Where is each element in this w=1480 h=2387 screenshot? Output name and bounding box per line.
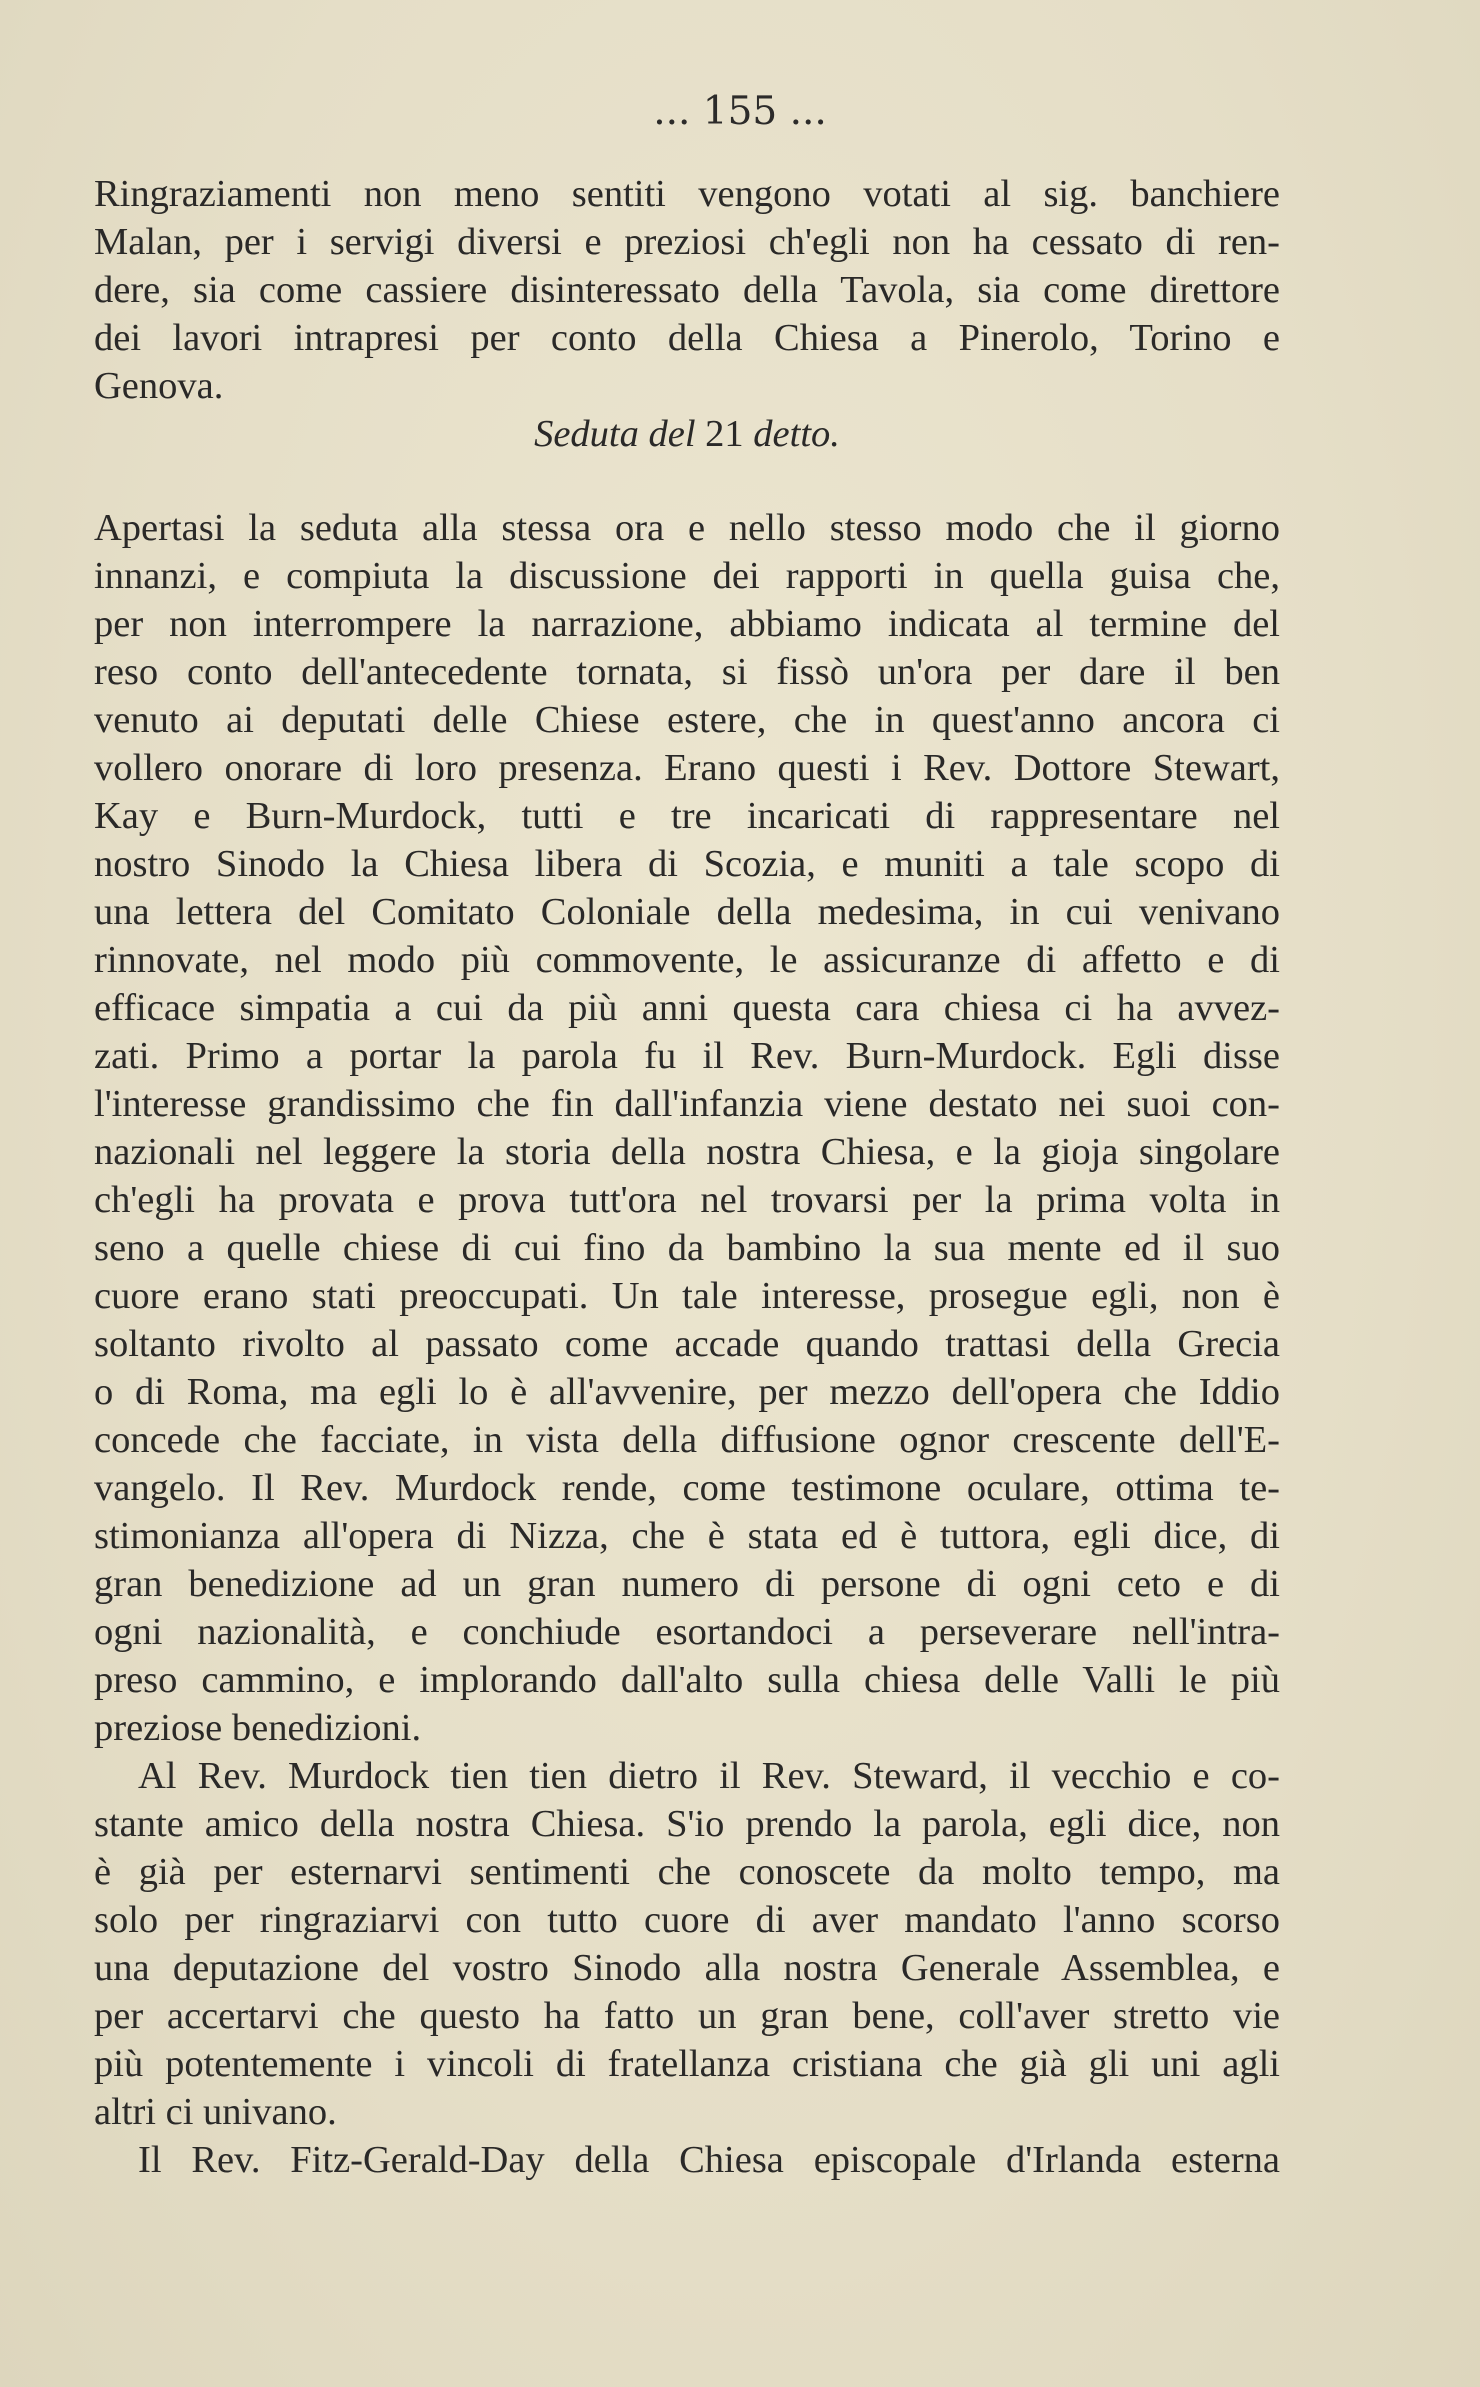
text-line: efficace simpatia a cui da più anni questa cara chiesa ci ha avvez- xyxy=(94,987,1280,1029)
text-line: Al Rev. Murdock tien tien dietro il Rev. Steward, il vecchio e co- xyxy=(138,1755,1280,1797)
paragraph-3 xyxy=(94,1752,1280,2136)
text-line: vangelo. Il Rev. Murdock rende, come testimone oculare, ottima te- xyxy=(94,1467,1280,1509)
text-line: gran benedizione ad un gran numero di persone di ogni ceto e di xyxy=(94,1563,1280,1605)
text-line: Il Rev. Fitz-Gerald-Day della Chiesa episcopale d'Irlanda esterna xyxy=(138,2139,1280,2181)
heading-number: 21 xyxy=(705,413,744,455)
text-line: reso conto dell'antecedente tornata, si fissò un'ora per dare il ben xyxy=(94,651,1280,693)
heading-part-2: detto. xyxy=(753,413,840,455)
text-line: è già per esternarvi sentimenti che conoscete da molto tempo, ma xyxy=(94,1851,1280,1893)
text-line: Malan, per i servigi diversi e preziosi ch'egli non ha cessato di ren- xyxy=(94,221,1280,263)
text-line: per non interrompere la narrazione, abbiamo indicata al termine del xyxy=(94,603,1280,645)
text-line: solo per ringraziarvi con tutto cuore di aver mandato l'anno scorso xyxy=(94,1899,1280,1941)
text-line: ch'egli ha provata e prova tutt'ora nel trovarsi per la prima volta in xyxy=(94,1179,1280,1221)
text-line: ogni nazionalità, e conchiude esortandoci a perseverare nell'intra- xyxy=(94,1611,1280,1653)
text-line: venuto ai deputati delle Chiese estere, che in quest'anno ancora ci xyxy=(94,699,1280,741)
document-body xyxy=(94,170,1280,2184)
text-line: Genova. xyxy=(94,365,224,407)
text-line: l'interesse grandissimo che fin dall'infanzia viene destato nei suoi con- xyxy=(94,1083,1280,1125)
text-line: stante amico della nostra Chiesa. S'io prendo la parola, egli dice, non xyxy=(94,1803,1280,1845)
text-line: una deputazione del vostro Sinodo alla nostra Generale Assemblea, e xyxy=(94,1947,1280,1989)
text-line: una lettera del Comitato Coloniale della medesima, in cui venivano xyxy=(94,891,1280,933)
text-line: preziose benedizioni. xyxy=(94,1707,422,1749)
text-line: stimonianza all'opera di Nizza, che è stata ed è tuttora, egli dice, di xyxy=(94,1515,1280,1557)
text-line: cuore erano stati preoccupati. Un tale interesse, prosegue egli, non è xyxy=(94,1275,1280,1317)
text-line: concede che facciate, in vista della diffusione ognor crescente dell'E- xyxy=(94,1419,1280,1461)
text-line: per accertarvi che questo ha fatto un gran bene, coll'aver stretto vie xyxy=(94,1995,1280,2037)
section-heading xyxy=(94,410,1280,458)
text-line: nostro Sinodo la Chiesa libera di Scozia, e muniti a tale scopo di xyxy=(94,843,1280,885)
text-line: altri ci univano. xyxy=(94,2091,337,2133)
paragraph-4 xyxy=(94,2136,1280,2184)
text-line: Ringraziamenti non meno sentiti vengono votati al sig. banchiere xyxy=(94,173,1280,215)
text-line: innanzi, e compiuta la discussione dei rapporti in quella guisa che, xyxy=(94,555,1280,597)
text-line: più potentemente i vincoli di fratellanza cristiana che già gli uni agli xyxy=(94,2043,1280,2085)
text-line: o di Roma, ma egli lo è all'avvenire, per mezzo dell'opera che Iddio xyxy=(94,1371,1280,1413)
paragraph-2 xyxy=(94,504,1280,1752)
text-line: seno a quelle chiese di cui fino da bambino la sua mente ed il suo xyxy=(94,1227,1280,1269)
text-line: rinnovate, nel modo più commovente, le assicuranze di affetto e di xyxy=(94,939,1280,981)
heading-part-1: Seduta del xyxy=(534,413,696,455)
heading-gap xyxy=(94,458,1280,504)
page-number: ... 155 ... xyxy=(653,89,827,134)
text-line: preso cammino, e implorando dall'alto sulla chiesa delle Valli le più xyxy=(94,1659,1280,1701)
text-line: nazionali nel leggere la storia della nostra Chiesa, e la gioja singolare xyxy=(94,1131,1280,1173)
text-line: soltanto rivolto al passato come accade quando trattasi della Grecia xyxy=(94,1323,1280,1365)
text-line: Kay e Burn-Murdock, tutti e tre incaricati di rappresentare nel xyxy=(94,795,1280,837)
text-line: Apertasi la seduta alla stessa ora e nello stesso modo che il giorno xyxy=(94,507,1280,549)
text-line: zati. Primo a portar la parola fu il Rev. Burn-Murdock. Egli disse xyxy=(94,1035,1280,1077)
paragraph-1 xyxy=(94,170,1280,410)
text-line: vollero onorare di loro presenza. Erano questi i Rev. Dottore Stewart, xyxy=(94,747,1280,789)
text-line: dei lavori intrapresi per conto della Chiesa a Pinerolo, Torino e xyxy=(94,317,1280,359)
text-line: dere, sia come cassiere disinteressato della Tavola, sia come direttore xyxy=(94,269,1280,311)
